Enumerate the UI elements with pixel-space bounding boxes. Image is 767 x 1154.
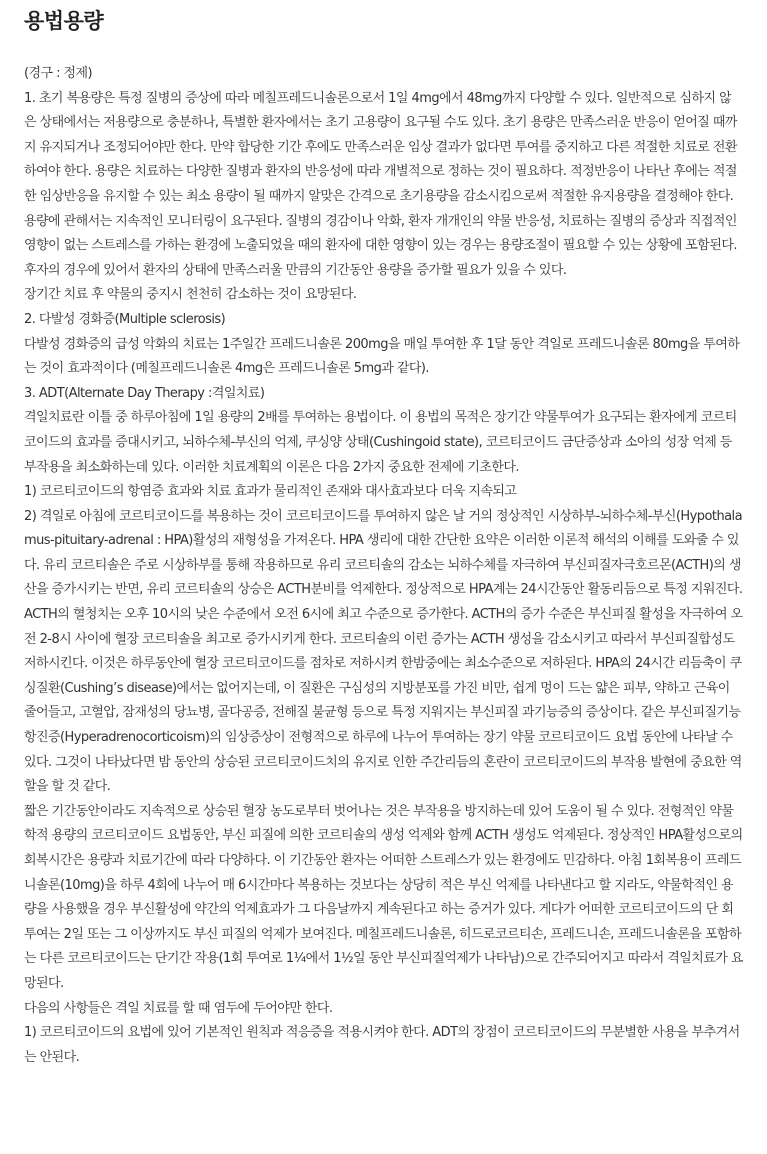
paragraph-tapering: 장기간 치료 후 약물의 중지시 천천히 감소하는 것이 요망된다. [24, 287, 357, 303]
adt-premise-2: 2) 격일로 아침에 코르티코이드를 복용하는 것이 코르티코이드를 투여하지 않은 날 거의 정상적인 시상하부-뇌하수체-부신(Hypothalamus-pituitary-adrenal : HPA)활성의 재형성을 가져온다. HPA 생리에 대한 간단한 요약은 이러한 이론적 해석의 이해를 도와줄 수 있다. 유리 코르티솔은 주로 시상하부를 통해 작용하므로 유리 코르티솔의 감소는 뇌하수체를 자극하여 부신피질자극호르몬(ACTH)의 생산을 증가시키는 반면, 유리 코르티솔의 상승은 ACTH분비를 억제한다. 정상적으로 HPA계는 24시간동안 활동리듬으로 특정 지워진다. ACTH의 혈청치는 오후 10시의 낮은 수준에서 오전 6시에 최고 수준으로 증가한다. ACTH의 증가 수준은 부신피질 활성을 자극하여 오전 2-8시 사이에 혈장 코르티솔을 최고로 증가시키게 한다. 코르티솔의 이런 증가는 ACTH 생성을 감소시키고 따라서 부신피질합성도 저하시킨다. 이것은 하루동안에 혈장 코르티코이드를 점차로 저하시켜 한밤중에는 최소수준으로 저하된다. HPA의 24시간 리듬축이 쿠싱질환(Cushing’s disease)에서는 없어지는데, 이 질환은 구심성의 지방분포를 가진 비만, 쉽게 멍이 드는 얇은 피부, 약하고 근육이 줄어들고, 고혈압, 잠재성의 당뇨병, 골다공증, 전해질 불균형 등으로 특정 지워지는 부신피질 과기능증의 증상이다. 같은 부신피질기능항진증(Hyperadrenocorticoism)의 임상증상이 전형적으로 하루에 나누어 투여하는 장기 약물 코르티코이드 요법 동안에 나타날 수 있다. 그것이 나타났다면 밤 동안의 상승된 코르티코이드치의 유지로 인한 주간리듬의 혼란이 코르티코이드의 부작용 발현에 중요한 역할을 할 것 같다. [24, 508, 743, 795]
heading-adt: 3. ADT(Alternate Day Therapy :격일치료) [24, 385, 265, 401]
paragraph-adt-definition: 격일치료란 이틀 중 하루아침에 1일 용량의 2배를 투여하는 용법이다. 이 용법의 목적은 장기간 약물투여가 요구되는 환자에게 코르티코이드의 효과를 증대시키고, 뇌하수체-부신의 억제, 쿠싱양 상태(Cushingoid state), 코르티코이드 금단증상과 소아의 성장 억제 등 부작용을 최소화하는데 있다. 이러한 치료계획의 이론은 다음 2가지 중요한 전제에 기초한다. [24, 410, 737, 475]
paragraph-multiple-sclerosis: 다발성 경화증의 급성 악화의 치료는 1주일간 프레드니솔론 200mg을 매일 투여한 후 1달 동안 격일로 프레드니솔론 80mg을 투여하는 것이 효과적이다 (메칠프레드니솔론 4mg은 프레드니솔론 5mg과 같다). [24, 336, 740, 377]
paragraph-initial-dose: 1. 초기 복용량은 특정 질병의 증상에 따라 메칠프레드니솔론으로서 1일 4mg에서 48mg까지 다양할 수 있다. 일반적으로 심하지 않은 상태에서는 저용량으로 충분하나, 특별한 환자에서는 초기 고용량이 요구될 수도 있다. 초기 용량은 만족스러운 반응이 얻어질 때까지 유지되거나 조정되어야만 한다. 만약 합당한 기간 후에도 만족스러운 임상 결과가 없다면 투여를 중지하고 다른 적절한 치료로 전환하여야 한다. 용량은 치료하는 다양한 질병과 환자의 반응성에 따라 개별적으로 정하는 것이 필요하다. 적정반응이 나타난 후에는 적절한 임상반응을 유지할 수 있는 최소 용량이 될 때까지 알맞은 간격으로 초기용량을 감소시킴으로써 적절한 유지용량을 결정해야 한다. 용량에 관해서는 지속적인 모니터링이 요구된다. 질병의 경감이나 악화, 환자 개개인의 약물 반응성, 치료하는 질병의 증상과 직접적인 영향이 없는 스트레스를 가하는 환경에 노출되었을 때의 환자에 대한 영향이 있는 경우는 용량조절이 필요할 수 있는 상황에 포함된다. 후자의 경우에 있어서 환자의 상태에 만족스러울 만큼의 기간동안 용량을 증가할 필요가 있을 수 있다. [24, 90, 737, 278]
dosage-content [24, 62, 743, 1070]
heading-multiple-sclerosis: 2. 다발성 경화증(Multiple sclerosis) [24, 311, 226, 327]
paragraph-hpa-suppression: 짧은 기간동안이라도 지속적으로 상승된 혈장 농도로부터 벗어나는 것은 부작용을 방지하는데 있어 도움이 될 수 있다. 전형적인 약물학적 용량의 코르티코이드 요법동안, 부신 피질에 의한 코르티솔의 생성 억제와 함께 ACTH 생성도 억제된다. 정상적인 HPA활성으로의 회복시간은 용량과 치료기간에 따라 다양하다. 이 기간동안 환자는 어떠한 스트레스가 있는 환경에도 민감하다. 아침 1회복용이 프레드니솔론(10mg)을 하루 4회에 나누어 매 6시간마다 복용하는 것보다는 상당히 적은 부신 억제를 나타낸다고 할 지라도, 약물학적인 용량을 사용했을 경우 부신활성에 약간의 억제효과가 그 다음날까지 계속된다고 하는 증거가 있다. 게다가 어떠한 코르티코이드의 단 회 투여는 2일 또는 그 이상까지도 부신 피질의 억제가 보여진다. 메칠프레드니솔론, 히드로코르티손, 프레드니손, 프레드니솔론을 포함하는 다른 코르티코이드는 단기간 작용(1회 투여로 1¼에서 1½일 동안 부신피질억제가 나타남)으로 간주되어지고 따라서 격일치료가 요망된다. [24, 803, 743, 991]
section-title: 용법용량 [24, 9, 104, 33]
adt-premise-1: 1) 코르티코이드의 항염증 효과와 치료 효과가 물리적인 존재와 대사효과보다 더욱 지속되고 [24, 484, 517, 500]
dosage-form-note: (경구 : 정제) [24, 66, 93, 81]
adt-considerations-intro: 다음의 사항들은 격일 치료를 할 때 염두에 두어야만 한다. [24, 1000, 333, 1016]
adt-consideration-1: 1) 코르티코이드의 요법에 있어 기본적인 원칙과 적응증을 적용시켜야 한다. ADT의 장점이 코르티코이드의 무분별한 사용을 부추겨서는 안된다. [24, 1025, 740, 1065]
